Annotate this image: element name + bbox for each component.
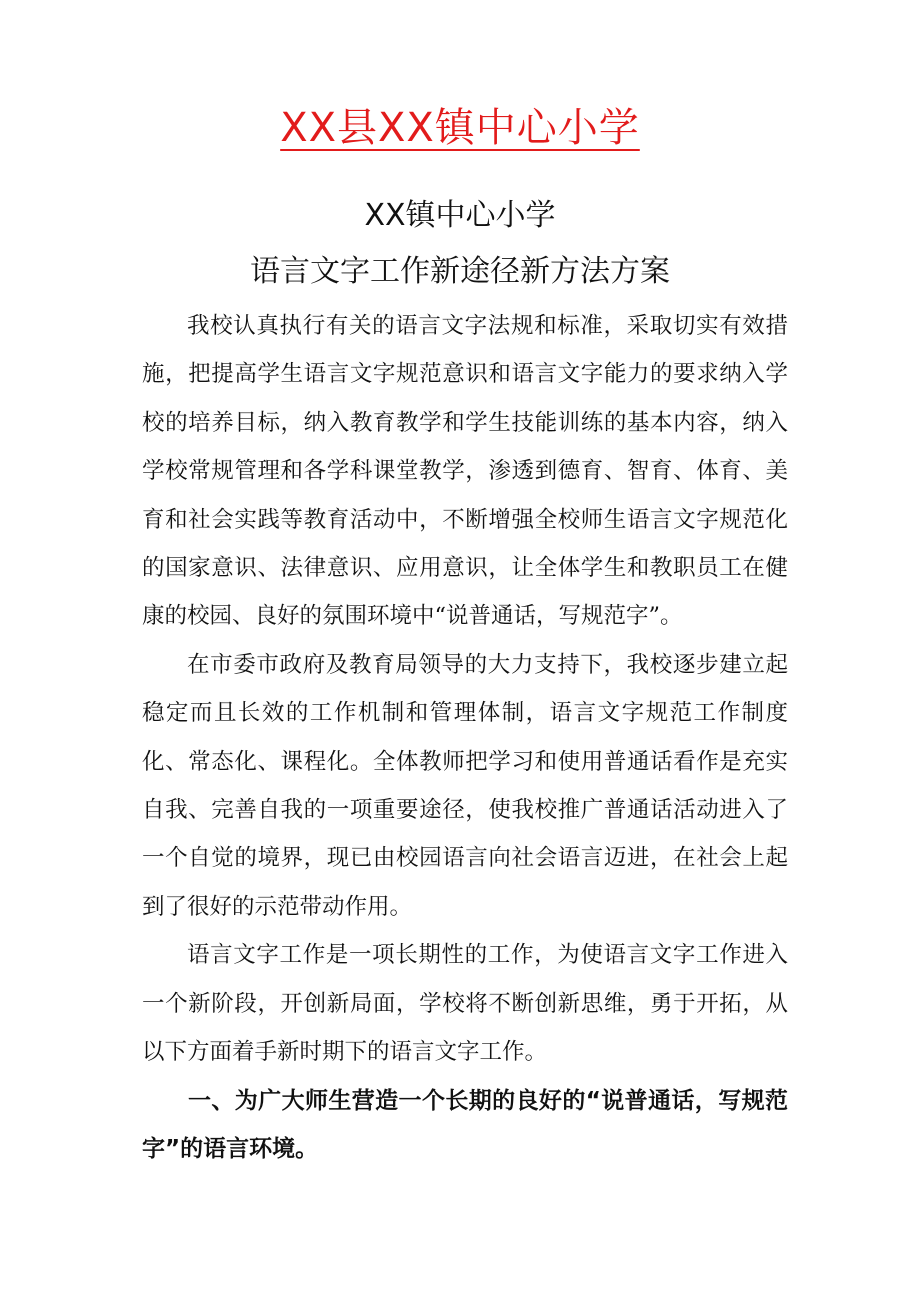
- document-title-line2: 语言文字工作新途径新方法方案: [250, 254, 670, 289]
- paragraph-2: 在市委市政府及教育局领导的大力支持下，我校逐步建立起稳定而且长效的工作机制和管理体制，语言文字规范工作制度化、常态化、课程化。全体教师把学习和使用普通话看作是充实自我、完善自我的一项重要途径，使我校推广普通话活动进入了一个自觉的境界，现已由校园语言向社会语言迈进，在社会上起到了很好的示范带动作用。: [142, 651, 788, 920]
- document-body: [142, 302, 788, 1173]
- section-heading-1: 一、为广大师生营造一个长期的良好的“说普通话，写规范字”的语言环境。: [142, 1087, 788, 1162]
- document-title-line1: XX镇中心小学: [364, 198, 556, 233]
- school-header-title: XX县XX镇中心小学: [280, 105, 640, 151]
- paragraph-1: 我校认真执行有关的语言文字法规和标准，采取切实有效措施，把提高学生语言文字规范意识和语言文字能力的要求纳入学校的培养目标，纳入教育教学和学生技能训练的基本内容，纳入学校常规管理和各学科课堂教学，渗透到德育、智育、体育、美育和社会实践等教育活动中，不断增强全校师生语言文字规范化的国家意识、法律意识、应用意识，让全体学生和教职员工在健康的校园、良好的氛围环境中“说普通话，写规范字”。: [142, 313, 788, 630]
- paragraph-3: 语言文字工作是一项长期性的工作，为使语言文字工作进入一个新阶段，开创新局面，学校将不断创新思维，勇于开拓，从以下方面着手新时期下的语言文字工作。: [142, 942, 788, 1066]
